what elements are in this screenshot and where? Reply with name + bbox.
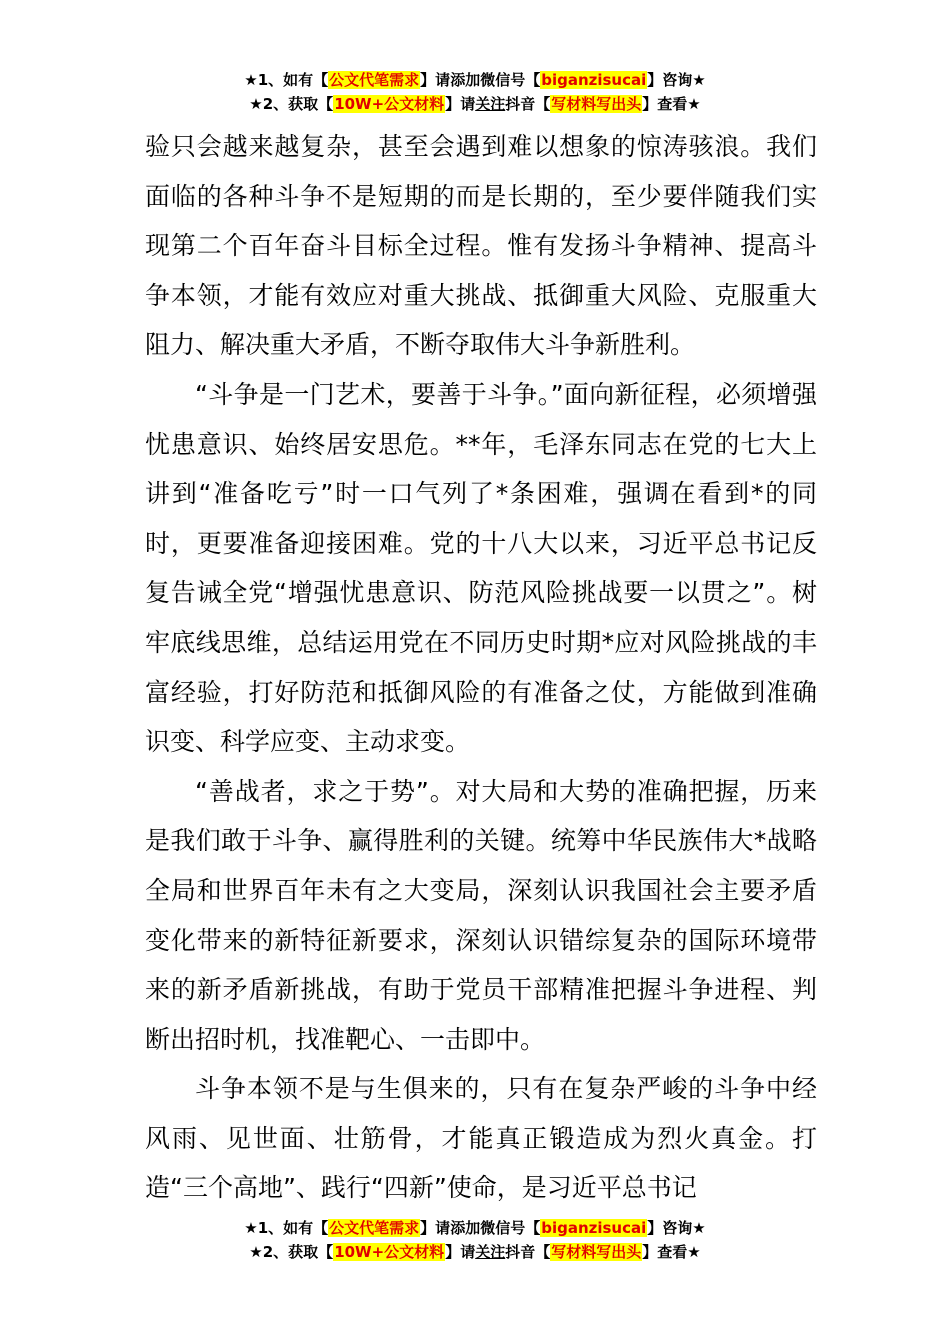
- banner-highlight-douyin-account: 写材料写出头: [551, 95, 642, 113]
- banner-text: ★1、如有【: [244, 71, 329, 89]
- paragraph-4: 斗争本领不是与生俱来的，只有在复杂严峻的斗争中经风雨、见世面、壮筋骨，才能真正锻造成为烈火真金。打造“三个高地”、践行“四新”使命，是习近平总书记: [145, 1074, 817, 1203]
- banner-text: 抖音【: [505, 95, 551, 113]
- banner-emphasis: 添加: [450, 1219, 481, 1237]
- banner-text: 】查看★: [642, 1243, 701, 1261]
- banner-text: 】请: [420, 71, 451, 89]
- banner-highlight-wechat-id: biganzisucai: [541, 1219, 647, 1237]
- banner-highlight-materials: 10W+公文材料: [334, 95, 445, 113]
- banner-text: 】请: [420, 1219, 451, 1237]
- banner-text: 微信号【: [480, 71, 541, 89]
- banner-line-1: [0, 1216, 950, 1240]
- header-banner: [0, 68, 950, 116]
- banner-highlight-materials: 10W+公文材料: [334, 1243, 445, 1261]
- banner-highlight-service: 公文代笔需求: [329, 71, 420, 89]
- banner-line-2: [0, 92, 950, 116]
- paragraph-2: “斗争是一门艺术，要善于斗争。”面向新征程，必须增强忧患意识、始终居安思危。**年，毛泽东同志在党的七大上讲到“准备吃亏”时一口气列了*条困难，强调在看到*的同时，更要准备迎接困难。党的十八大以来，习近平总书记反复告诫全党“增强忧患意识、防范风险挑战要一以贯之”。树牢底线思维，总结运用党在不同历史时期*应对风险挑战的丰富经验，打好防范和抵御风险的有准备之仗，方能做到准确识变、科学应变、主动求变。: [145, 379, 817, 757]
- banner-emphasis: 添加: [450, 71, 481, 89]
- banner-highlight-wechat-id: biganzisucai: [541, 71, 647, 89]
- banner-highlight-service: 公文代笔需求: [329, 1219, 420, 1237]
- footer-banner: [0, 1216, 950, 1264]
- banner-text: ★2、获取【: [249, 95, 334, 113]
- banner-emphasis: 关注: [475, 95, 506, 113]
- banner-text: 微信号【: [480, 1219, 541, 1237]
- banner-emphasis: 关注: [475, 1243, 506, 1261]
- document-body: [145, 122, 817, 1213]
- banner-text: ★2、获取【: [249, 1243, 334, 1261]
- banner-text: 】查看★: [642, 95, 701, 113]
- banner-line-1: [0, 68, 950, 92]
- banner-text: 抖音【: [505, 1243, 551, 1261]
- paragraph-3: “善战者，求之于势”。对大局和大势的准确把握，历来是我们敢于斗争、赢得胜利的关键。统筹中华民族伟大*战略全局和世界百年未有之大变局，深刻认识我国社会主要矛盾变化带来的新特征新要求，深刻认识错综复杂的国际环境带来的新矛盾新挑战，有助于党员干部精准把握斗争进程、判断出招时机，找准靶心、一击即中。: [145, 776, 817, 1054]
- banner-highlight-douyin-account: 写材料写出头: [551, 1243, 642, 1261]
- banner-text: 】咨询★: [647, 71, 706, 89]
- banner-text: 】请: [445, 1243, 476, 1261]
- banner-text: 】请: [445, 95, 476, 113]
- banner-text: 】咨询★: [647, 1219, 706, 1237]
- paragraph-1: 验只会越来越复杂，甚至会遇到难以想象的惊涛骇浪。我们面临的各种斗争不是短期的而是长期的，至少要伴随我们实现第二个百年奋斗目标全过程。惟有发扬斗争精神、提高斗争本领，才能有效应对重大挑战、抵御重大风险、克服重大阻力、解决重大矛盾，不断夺取伟大斗争新胜利。: [145, 132, 817, 360]
- banner-text: ★1、如有【: [244, 1219, 329, 1237]
- banner-line-2: [0, 1240, 950, 1264]
